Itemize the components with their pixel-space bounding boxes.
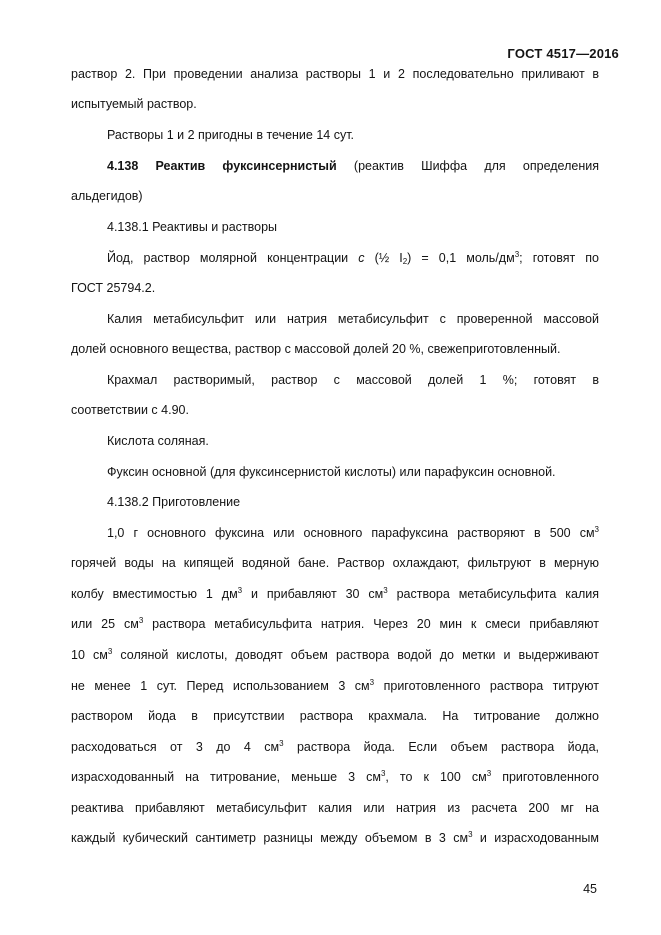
- text-line: испытуемый раствор.: [71, 97, 197, 111]
- document-number: ГОСТ 4517—2016: [507, 46, 619, 61]
- subscript: 2: [402, 257, 408, 266]
- subsection-title: 4.138.2 Приготовление: [107, 495, 241, 509]
- text-span: каждый кубический сантиметр разницы между объемом в 3 см: [71, 831, 469, 845]
- section-title: 4.138 Реактив фуксинсернистый: [107, 159, 337, 173]
- text-line: соответствии с 4.90.: [71, 403, 189, 417]
- text-line: Фуксин основной (для фуксинсернистой кислоты) или парафуксин основной.: [107, 465, 556, 479]
- text-span: , то к 100 см: [385, 770, 487, 784]
- superscript: 3: [468, 830, 473, 839]
- text-line: Крахмал растворимый, раствор с массовой долей 1 %; готовят в: [107, 373, 599, 387]
- subsection-title: 4.138.1 Реактивы и растворы: [107, 220, 278, 234]
- text-line: Кислота соляная.: [107, 434, 209, 448]
- text-line: ГОСТ 25794.2.: [71, 281, 156, 295]
- text-span: приготовленного раствора титруют: [374, 679, 599, 693]
- text-line: раствором йода в присутствии раствора крахмала. На титрование должно: [71, 709, 599, 723]
- text-line: [71, 769, 599, 785]
- superscript: 3: [486, 769, 492, 778]
- text-line: долей основного вещества, раствор с массовой долей 20 %, свежеприготовленный.: [71, 342, 561, 356]
- text-span: ; готовят по: [519, 251, 599, 265]
- superscript: 3: [594, 525, 599, 534]
- text-line: альдегидов): [71, 189, 143, 203]
- text-span: приготовленного: [491, 770, 599, 784]
- text-line: реактива прибавляют метабисульфит калия или натрия из расчета 200 мг на: [71, 801, 599, 815]
- text-span: 1,0 г основного фуксина или основного парафуксина растворяют в 500 см: [107, 526, 595, 540]
- text-span: ) = 0,1 моль/дм: [407, 251, 515, 265]
- text-span: (½ I: [364, 251, 403, 265]
- section-title-note: (реактив Шиффа для определения: [353, 159, 599, 173]
- superscript: 3: [369, 678, 375, 687]
- text-span: раствора йода. Если объем раствора йода,: [283, 740, 599, 754]
- text-line: раствор 2. При проведении анализа растворы 1 и 2 последовательно приливают в: [71, 67, 599, 81]
- superscript: 3: [107, 647, 113, 656]
- superscript: 3: [380, 769, 386, 778]
- text-line: [71, 647, 599, 663]
- text-span: или 25 см: [71, 617, 139, 631]
- superscript: 3: [383, 586, 388, 595]
- text-line: [107, 250, 599, 266]
- text-span: раствора метабисульфита калия: [387, 587, 599, 601]
- text-span: раствора метабисульфита натрия. Через 20 мин к смеси прибавляют: [143, 617, 599, 631]
- text-span: колбу вместимостью 1 дм: [71, 587, 238, 601]
- text-line: Растворы 1 и 2 пригодны в течение 14 сут.: [107, 128, 355, 142]
- formula-symbol: c: [358, 251, 365, 265]
- superscript: 3: [237, 586, 243, 595]
- text-line: [71, 830, 599, 846]
- text-span: и прибавляют 30 см: [242, 587, 384, 601]
- text-span: не менее 1 сут. Перед использованием 3 см: [71, 679, 370, 693]
- text-span: расходоваться от 3 до 4 см: [71, 740, 280, 754]
- superscript: 3: [279, 739, 284, 748]
- page-number: 45: [583, 882, 597, 896]
- text-span: 10 см: [71, 648, 108, 662]
- text-line: горячей воды на кипящей водяной бане. Раствор охлаждают, фильтруют в мерную: [71, 556, 599, 570]
- text-span: и израсходованным: [472, 831, 599, 845]
- text-span: соляной кислоты, доводят объем раствора водой до метки и выдерживают: [112, 648, 599, 662]
- text-line: [71, 616, 599, 632]
- text-span: израсходованный на титрование, меньше 3 см: [71, 770, 381, 784]
- text-line: [71, 678, 599, 694]
- text-line: [71, 586, 599, 602]
- text-line: [71, 739, 599, 755]
- superscript: 3: [514, 250, 520, 259]
- superscript: 3: [138, 616, 144, 625]
- text-line: Калия метабисульфит или натрия метабисульфит с проверенной массовой: [107, 312, 599, 326]
- text-span: Йод, раствор молярной концентрации: [107, 251, 359, 265]
- section-heading-line: [107, 158, 599, 174]
- text-line: [107, 525, 599, 541]
